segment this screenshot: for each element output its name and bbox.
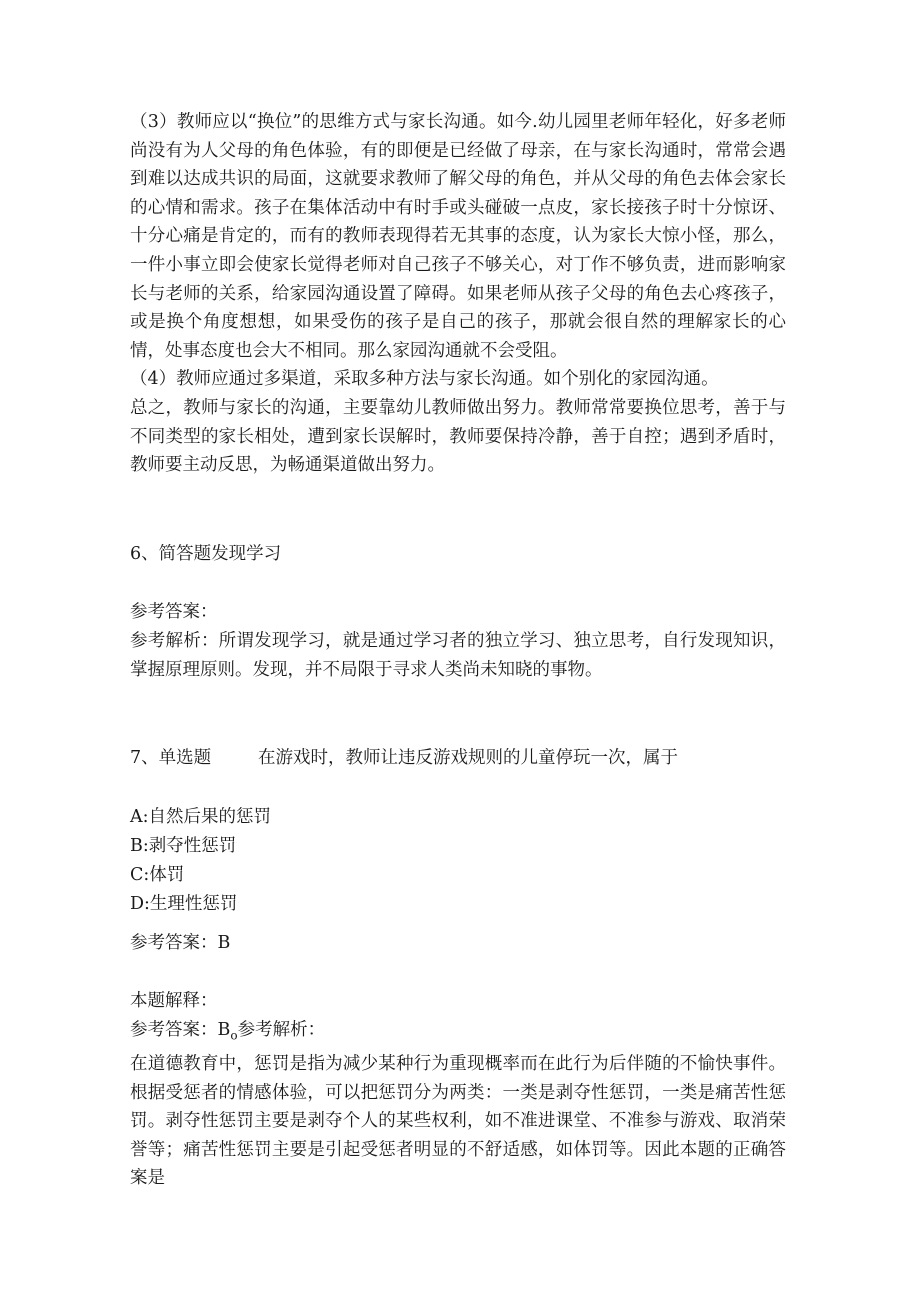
answer-ref-sub: o xyxy=(230,1028,238,1043)
question-7-options xyxy=(130,803,786,919)
summary-paragraph: 总之，教师与家长的沟通，主要靠幼儿教师做出努力。教师常常要换位思考，善于与不同类型的家长相处，遭到家长误解时，教师要保持冷静，善于自控；遇到矛盾时，教师要主动反思，为畅通渠道做出努力。 xyxy=(130,397,786,476)
spacer xyxy=(130,919,786,929)
item-3-text: 教师应以“换位”的思维方式与家长沟通。如今.幼儿园里老师年轻化，好多老师尚没有为人父母的角色体验，有的即便是已经做了母亲，在与家长沟通时，常常会遇到难以达成共识的局面，这就要求教师了解父母的角色，并从父母的角色去体会家长的心情和需求。孩子在集体活动中有时手或头碰破一点皮，家长接孩子时十分惊讶、十分心痛是肯定的，而有的教师表现得若无其事的态度，认为家长大惊小怪，那么，一件小事立即会使家长觉得老师对自己孩子不够关心，对丁作不够负责，进而影响家长与老师的关系，给家园沟通设置了障碍。如果老师从孩子父母的角色去心疼孩子，或是换个角度想想，如果受伤的孩子是自己的孩子，那就会很自然的理解家长的心情，处事态度也会大不相同。那么家园沟通就不会受阻。 xyxy=(130,112,786,361)
document-page xyxy=(130,108,786,1193)
spacer xyxy=(130,480,786,540)
question-7-header xyxy=(130,744,786,773)
option-d: D:生理性惩罚 xyxy=(130,893,238,914)
item-4-paragraph xyxy=(130,365,786,394)
question-7-answer-ref xyxy=(130,1016,786,1050)
spacer xyxy=(130,568,786,598)
question-7-number: 7、单选题 xyxy=(130,748,212,769)
option-b: B:剥夺性惩罚 xyxy=(130,835,237,856)
question-7-analysis: 在道德教育中，惩罚是指为减少某种行为重现概率而在此行为后伴随的不愉快事件。根据受惩者的情感体验，可以把惩罚分为两类：一类是剥夺性惩罚，一类是痛苦性惩罚。剥夺性惩罚主要是剥夺个人的某些权利，如不准进课堂、不准参与游戏、取消荣誉等；痛苦性惩罚主要是引起受惩者明显的不舒适感，如体罚等。因此本题的正确答案是 xyxy=(130,1053,786,1189)
question-6-title: 6、简答题发现学习 xyxy=(130,543,282,564)
item-4-label: （4） xyxy=(130,369,177,390)
option-c: C:体罚 xyxy=(130,864,185,885)
answer-ref-prefix: 参考答案：B xyxy=(130,1019,231,1040)
answer-ref-suffix: 参考解析： xyxy=(237,1019,326,1040)
question-7-explain-label: 本题解释： xyxy=(130,991,218,1012)
spacer xyxy=(130,957,786,987)
option-a: A:自然后果的惩罚 xyxy=(130,806,272,827)
question-7-stem: 在游戏时，教师让违反游戏规则的儿童停玩一次，属于 xyxy=(258,748,678,769)
spacer xyxy=(130,684,786,744)
question-7-answer: 参考答案：B xyxy=(130,932,231,953)
item-3-paragraph xyxy=(130,108,786,365)
spacer xyxy=(130,773,786,803)
question-6-answer-label: 参考答案： xyxy=(130,602,218,623)
item-3-label: （3） xyxy=(130,112,177,132)
item-4-text: 教师应通过多渠道，采取多种方法与家长沟通。如个别化的家园沟通。 xyxy=(176,369,719,390)
question-6-analysis: 参考解析：所谓发现学习，就是通过学习者的独立学习、独立思考，自行发现知识，掌握原理原则。发现，并不局限于寻求人类尚未知晓的事物。 xyxy=(130,630,786,680)
